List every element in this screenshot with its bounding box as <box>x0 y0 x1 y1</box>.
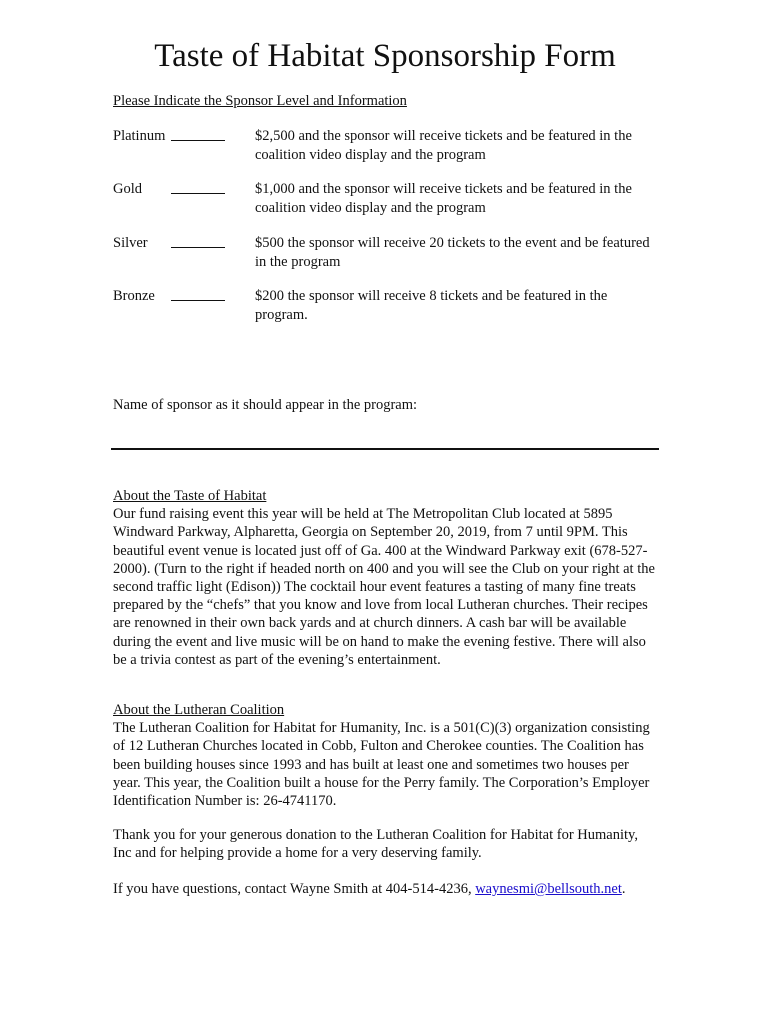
level-name: Silver <box>113 235 148 251</box>
level-check-blank[interactable] <box>171 180 225 200</box>
level-gold <box>113 180 673 224</box>
about-coalition-body: The Lutheran Coalition for Habitat for Humanity, Inc. is a 501(C)(3) organization consisting of 12 Lutheran Churches located in Cobb, Fulton and Cherokee counties. The Coalition has been building houses since 1993 and has built at least one and sometimes two houses per year. This year, the Coalition built a house for the Perry family. The Corporation’s Employer Identification Number is: 26-4741170. <box>113 720 650 810</box>
about-coalition-heading: About the Lutheran Coalition <box>113 702 285 718</box>
sponsor-name-label: Name of sponsor as it should appear in the program: <box>113 397 418 413</box>
level-check-blank[interactable] <box>171 234 225 254</box>
level-bronze <box>113 287 673 331</box>
levels-heading: Please Indicate the Sponsor Level and Information <box>113 93 407 109</box>
about-event-section <box>113 487 658 669</box>
contact-suffix: . <box>621 881 626 897</box>
contact-email-link[interactable]: waynesmi@bellsouth.net <box>475 881 622 897</box>
level-check-blank[interactable] <box>171 287 225 307</box>
thank-you-text: Thank you for your generous donation to the Lutheran Coalition for Habitat for Humanity, Inc and for helping provide a home for a very deserving family. <box>113 827 638 862</box>
about-event-body: Our fund raising event this year will be held at The Metropolitan Club located at 5895 Windward Parkway, Alpharetta, Georgia on September 20, 2019, from 7 until 9PM. This beautiful event venue is located just off of Ga. 400 at the Windward Parkway exit (678-527-2000). (Turn to the right if headed north on 400 and you will see the Club on your right at the second traffic light (Edison)) The cocktail hour event features a tasting of many fine treats prepared by the “chefs” that you know and love from local Lutheran churches. Their recipes are renowned in their own back yards and at church dinners. A cash bar will be available during the event and live music will be on hand to make the evening festive. There will also be a trivia contest as part of the evening’s entertainment. <box>113 506 655 668</box>
about-event-heading: About the Taste of Habitat <box>113 488 267 504</box>
level-description: $1,000 and the sponsor will receive tickets and be featured in the coalition video display and the program <box>255 181 632 216</box>
level-platinum <box>113 127 673 171</box>
contact-line <box>113 880 658 898</box>
page-title: Taste of Habitat Sponsorship Form <box>154 38 616 74</box>
level-name: Gold <box>113 181 142 197</box>
level-silver <box>113 234 673 278</box>
level-check-blank[interactable] <box>171 127 225 147</box>
level-description: $500 the sponsor will receive 20 tickets to the event and be featured in the program <box>255 235 650 270</box>
level-description: $200 the sponsor will receive 8 tickets and be featured in the program. <box>255 288 608 323</box>
contact-text: If you have questions, contact Wayne Smith at 404-514-4236, <box>113 881 476 897</box>
about-coalition-section <box>113 701 658 810</box>
sponsor-name-field[interactable] <box>111 448 659 450</box>
level-name: Platinum <box>113 128 166 144</box>
level-description: $2,500 and the sponsor will receive tickets and be featured in the coalition video display and the program <box>255 128 632 163</box>
level-name: Bronze <box>113 288 155 304</box>
